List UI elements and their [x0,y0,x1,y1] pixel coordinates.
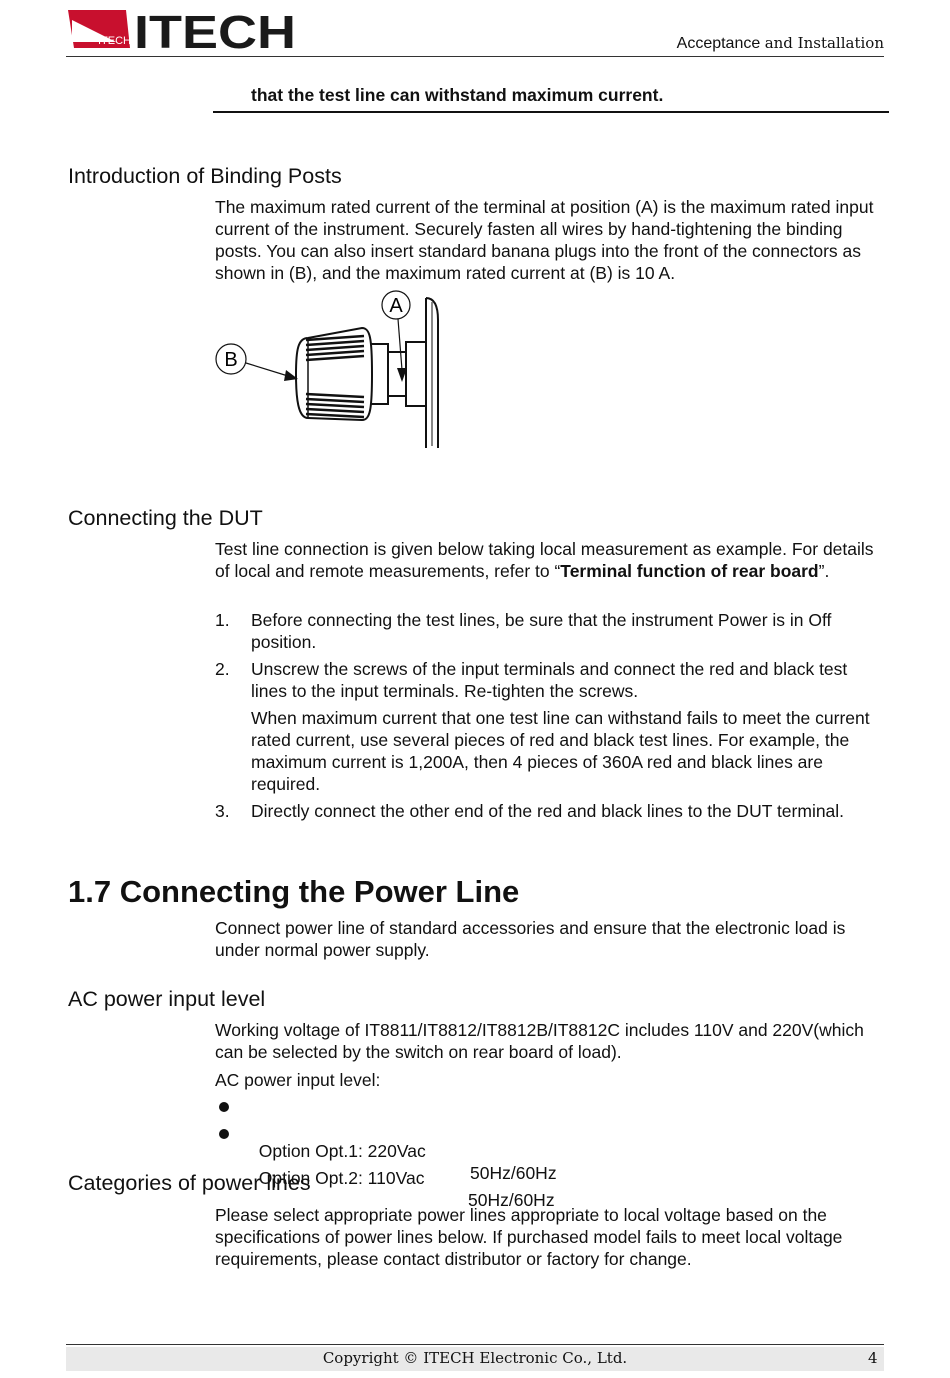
step-text: Directly connect the other end of the red and black lines to the DUT terminal. [251,801,845,821]
itech-logo [68,6,298,52]
bullet-icon [219,1129,229,1139]
heading-power-line: 1.7 Connecting the Power Line [68,874,520,909]
header-divider [66,56,884,57]
dut-intro [215,538,887,582]
header-section-a: Acceptance [676,35,761,52]
ac-option-2 [215,1123,555,1211]
ac-input-label: AC power input level: [215,1070,381,1090]
option-name: Option Opt.1: 220Vac [258,1141,426,1161]
dut-intro-text: Test line connection is given below taking local measurement as example. For details of local and remote measurements, refer to “ [215,539,874,581]
note-continuation: that the test line can withstand maximum current. [251,85,664,105]
header-section-b: and Installation [764,34,884,52]
figure-label-a: A [389,295,403,317]
footer-copyright: Copyright © ITECH Electronic Co., Ltd. [322,1349,628,1367]
logo-wordmark: ITECH [134,6,296,52]
dut-intro-end: ”. [818,561,830,581]
ac-input-text: Working voltage of IT8811/IT8812/IT8812B/IT8812C includes 110V and 220V(which can be selected by the switch on rear board of load). [215,1020,864,1062]
dut-intro-reference: Terminal function of rear board [560,561,819,581]
footer-divider [66,1344,884,1345]
categories-text: Please select appropriate power lines appropriate to local voltage based on the specifications of power lines below. If purchased model fails to meet local voltage requirements, please contact distributor or factory for change. [215,1205,843,1269]
heading-categories: Categories of power lines [68,1171,311,1195]
header-section-title [677,34,884,53]
dut-step-3 [215,800,887,822]
option-frequency: 50Hz/60Hz [468,1190,555,1210]
bullet-icon [219,1102,229,1112]
figure-label-b: B [224,349,238,371]
step-number: 3. [215,801,230,821]
heading-connecting-dut: Connecting the DUT [68,506,263,530]
step-number: 1. [215,610,230,630]
step-number: 2. [215,659,230,679]
heading-binding-posts: Introduction of Binding Posts [68,164,342,188]
logo-small-text: ITECH [98,35,131,47]
power-line-text: Connect power line of standard accessories and ensure that the electronic load is under normal power supply. [215,918,846,960]
dut-step-1 [215,609,887,653]
binding-post-diagram [212,290,452,455]
heading-ac-input: AC power input level [68,987,266,1011]
dut-step-2-note: When maximum current that one test line can withstand fails to meet the current rated current, use several pieces of red and black test lines. For example, the maximum current is 1,200A, then 4 pieces of 360A red and black lines are required. [251,708,870,794]
note-bottom-rule [213,111,889,113]
step-text: Before connecting the test lines, be sure that the instrument Power is in Off position. [251,610,832,652]
step-text: Unscrew the screws of the input terminals and connect the red and black test lines to the input terminals. Re-tighten the screws. [251,659,848,701]
page-number: 4 [868,1349,878,1367]
option-frequency: 50Hz/60Hz [470,1163,557,1183]
option-name: Option Opt.2: 110Vac [258,1168,425,1188]
dut-step-2 [215,658,887,702]
binding-posts-text: The maximum rated current of the terminal at position (A) is the maximum rated input current of the instrument. Securely fasten all wires by hand-tightening the binding posts. You can also insert standard banana plugs into the front of the connectors as shown in (B), and the maximum rated current at (B) is 10 A. [215,197,874,283]
